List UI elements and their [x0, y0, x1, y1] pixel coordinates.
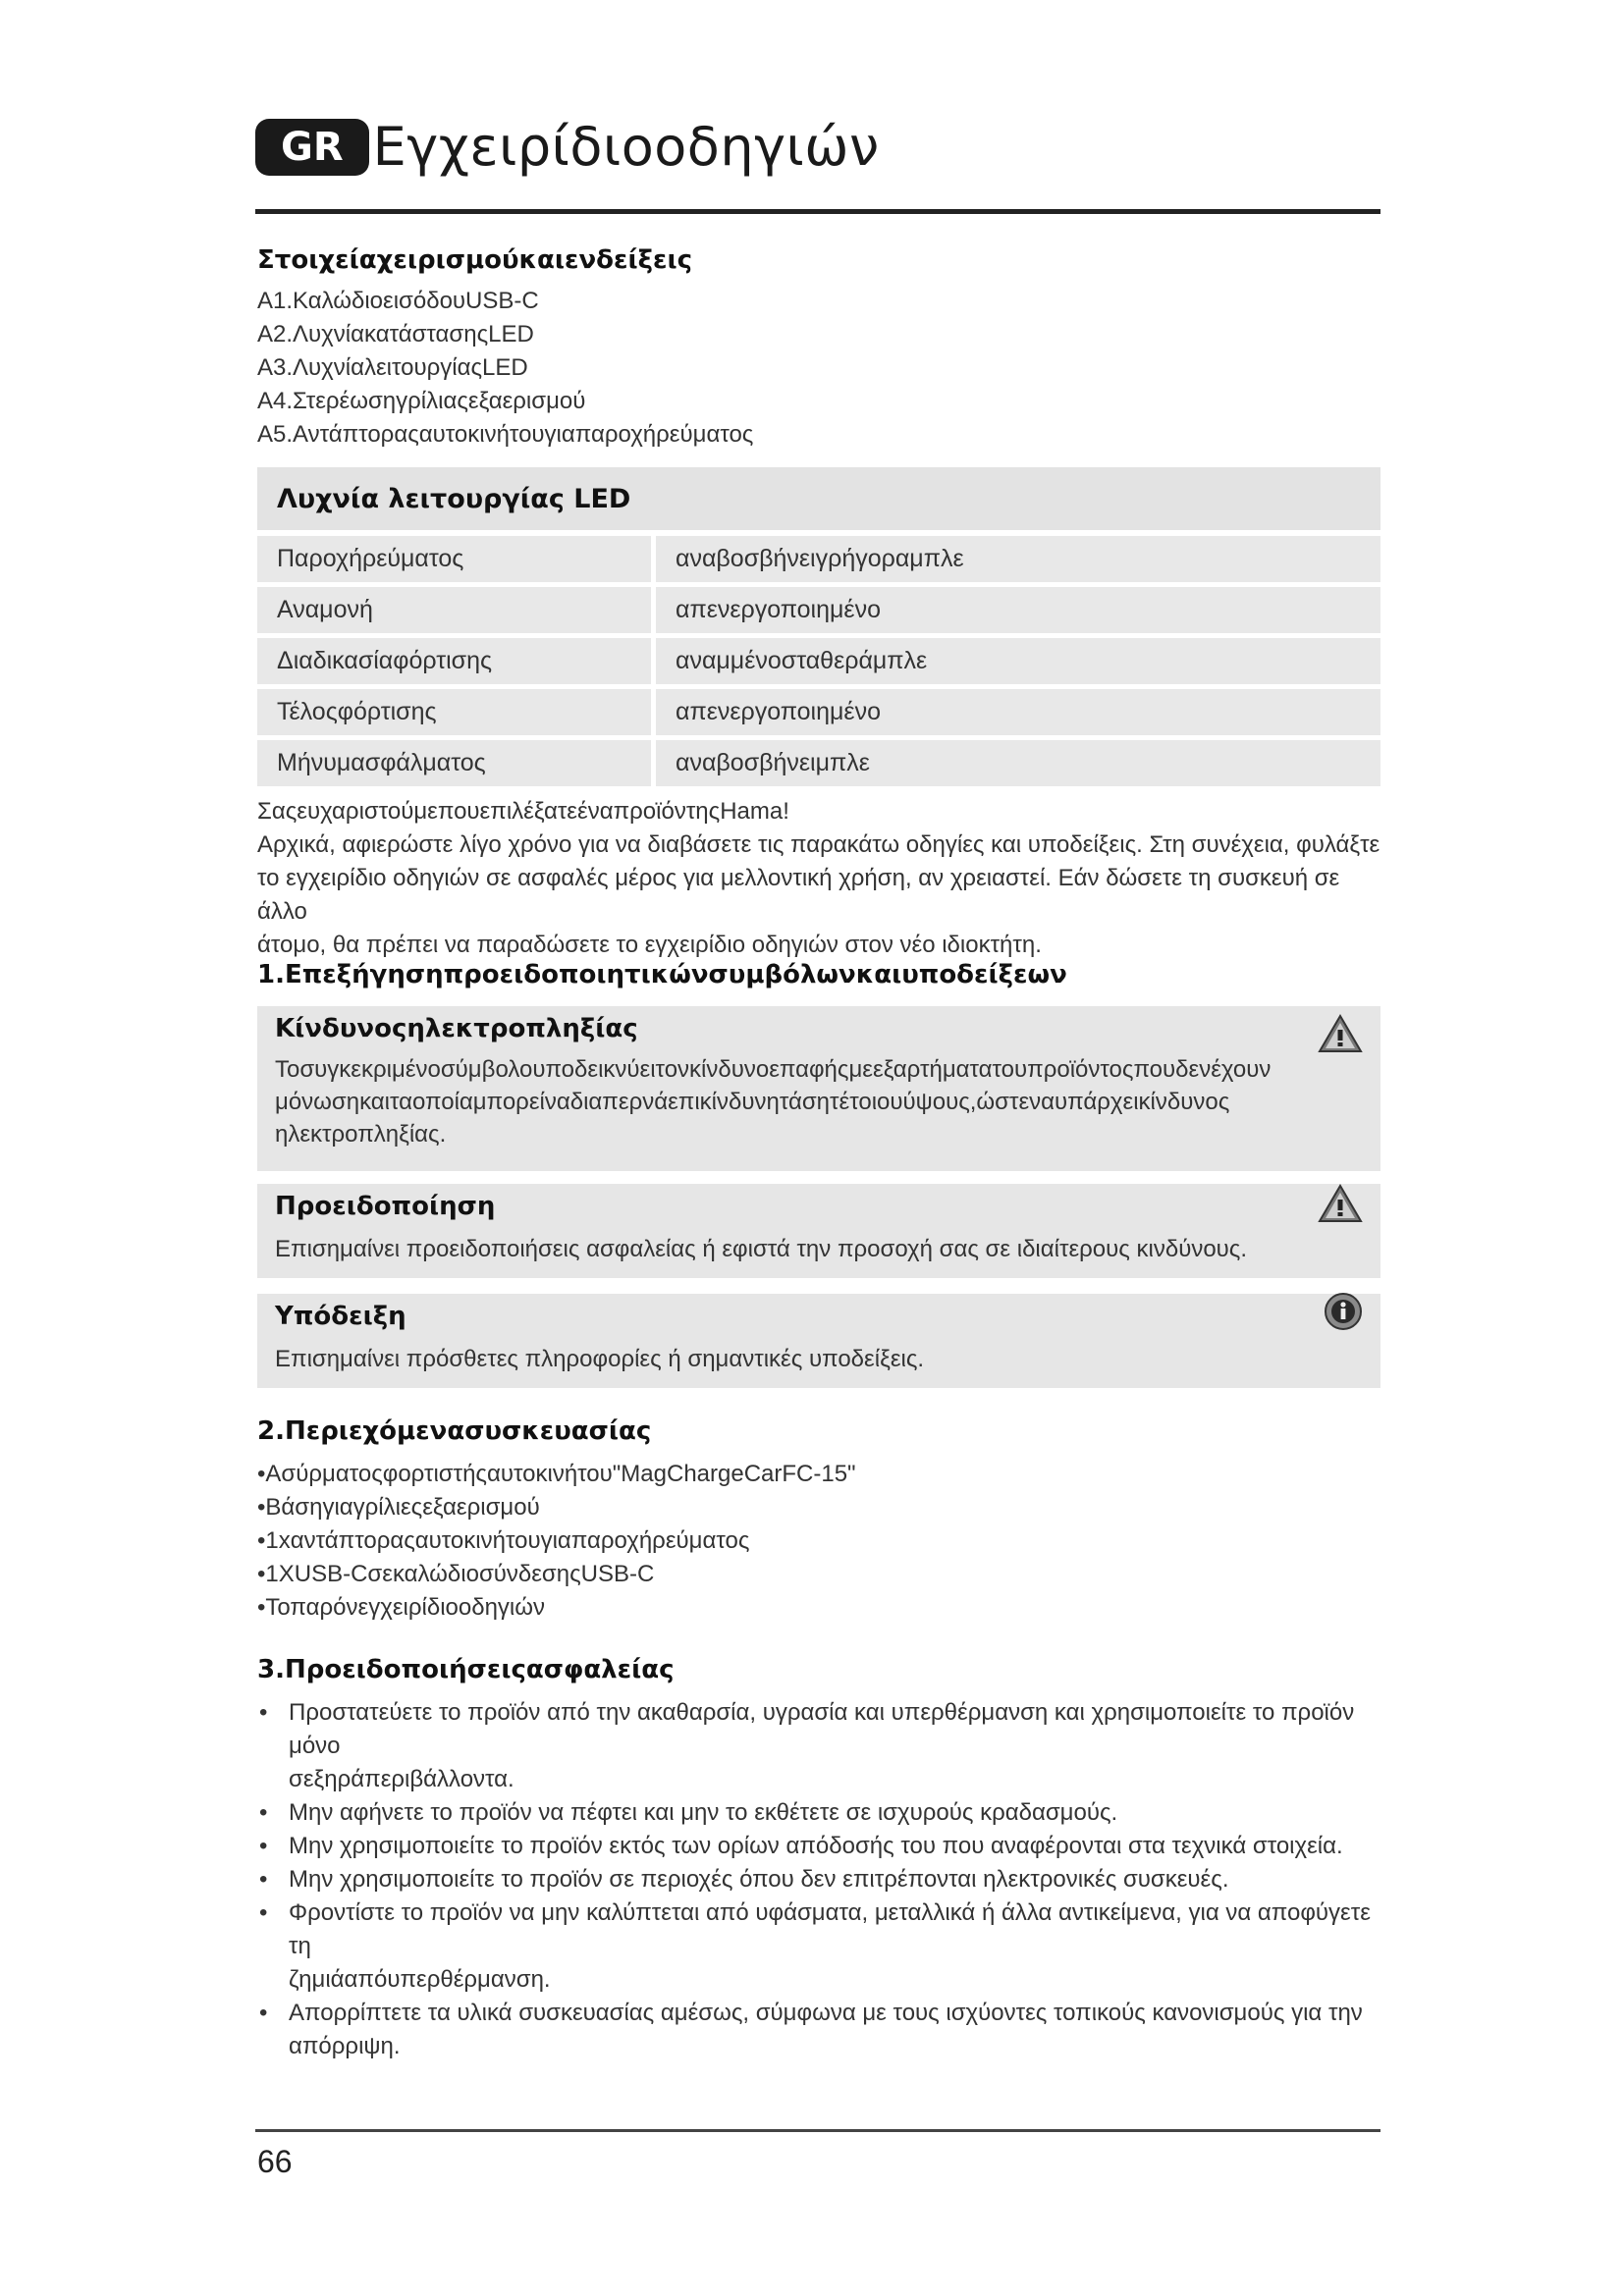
control-item: A3.ΛυχνίαλειτουργίαςLED [257, 354, 528, 381]
list-item-line: • Απορρίπτετε τα υλικά συσκευασίας αμέσως, σύμφωνα με τους ισχύοντες τοπικούς κανονισμούς για την [289, 2000, 1363, 2026]
list-item: •1xαντάπτοραςαυτοκινήτουγιαπαροχήρεύματος [257, 1527, 750, 1554]
list-item-line: • Μην χρησιμοποιείτε το προϊόν εκτός των ορίων απόδοσής του που αναφέρονται στα τεχνικά στοιχεία. [289, 1833, 1343, 1859]
footer-divider [255, 2129, 1380, 2132]
section3-heading: 3.Προειδοποιήσειςασφαλείας [257, 1655, 675, 1684]
header-divider [255, 209, 1380, 214]
list-item [257, 1863, 1380, 1896]
controls-heading: Στοιχείαχειρισμούκαιενδείξεις [257, 245, 692, 275]
list-item [257, 1696, 1380, 1796]
list-item [257, 1830, 1380, 1863]
table-cell-state: Διαδικασίαφόρτισης [257, 638, 651, 684]
section3 [257, 1655, 1380, 2063]
notice-line: ηλεκτροπληξίας. [275, 1121, 447, 1148]
page-number: 66 [257, 2144, 293, 2179]
notice-warning [257, 1184, 1380, 1278]
list-item: •Τοπαρόνεγχειρίδιοοδηγιών [257, 1594, 546, 1621]
list-item-line: σεξηράπεριβάλλοντα. [289, 1766, 514, 1792]
table-cell-state: Μήνυμασφάλματος [257, 740, 651, 786]
table-row [257, 536, 1380, 582]
page-header [255, 116, 880, 178]
intro-line: Αρχικά, αφιερώστε λίγο χρόνο για να διαβάσετε τις παρακάτω οδηγίες και υποδείξεις. Στη συνέχεια, φυλάξτε [257, 831, 1380, 858]
notice-text: Επισημαίνει προειδοποιήσεις ασφαλείας ή εφιστά την προσοχή σας σε ιδιαίτερους κινδύνους. [275, 1236, 1248, 1262]
control-item: A4.Στερέωσηγρίλιαςεξαερισμού [257, 388, 586, 414]
table-cell-status: αναμμένοσταθεράμπλε [656, 638, 1380, 684]
list-item: •Βάσηγιαγρίλιεςεξαερισμού [257, 1494, 540, 1521]
page-title: Εγχειρίδιοοδηγιών [372, 116, 880, 178]
list-item-line: απόρριψη. [289, 2033, 401, 2059]
intro-text [257, 795, 1380, 962]
table-row [257, 587, 1380, 633]
table-row [257, 689, 1380, 735]
section2-heading: 2.Περιεχόμενασυσκευασίας [257, 1416, 652, 1446]
table-cell-status: αναβοσβήνειγρήγοραμπλε [656, 536, 1380, 582]
section1-heading-wrap [257, 960, 1380, 989]
list-item: •Ασύρματοςφορτιστήςαυτοκινήτου"MagChargeCarFC-15" [257, 1461, 856, 1487]
notice-text [275, 1053, 1316, 1150]
intro-line: το εγχειρίδιο οδηγιών σε ασφαλές μέρος για μελλοντική χρήση, αν χρειαστεί. Εάν δώσετε τη συσκευή σε άλλο [257, 865, 1340, 925]
table-cell-state: Τέλοςφόρτισης [257, 689, 651, 735]
package-contents-list [257, 1458, 1380, 1625]
table-row [257, 740, 1380, 786]
table-cell-status: απενεργοποιημένο [656, 587, 1380, 633]
language-badge: GR [255, 119, 369, 176]
list-item-line: • Μην αφήνετε το προϊόν να πέφτει και μην το εκθέτετε σε ισχυρούς κραδασμούς. [289, 1799, 1118, 1826]
safety-list [257, 1696, 1380, 2063]
notice-title: Υπόδειξη [275, 1302, 406, 1331]
list-item: •1XUSB-CσεκαλώδιοσύνδεσηςUSB-C [257, 1561, 655, 1587]
table-row [257, 638, 1380, 684]
notice-title: Προειδοποίηση [275, 1192, 496, 1221]
section2 [257, 1416, 1380, 1625]
led-status-table [257, 467, 1380, 791]
list-item [257, 1896, 1380, 1997]
list-item [257, 1796, 1380, 1830]
list-item-line: • Προστατεύετε το προϊόν από την ακαθαρσία, υγρασία και υπερθέρμανση και χρησιμοποιείτε το προϊόν μόνο [289, 1699, 1355, 1759]
table-cell-status: απενεργοποιημένο [656, 689, 1380, 735]
control-item: A5.Αντάπτοραςαυτοκινήτουγιαπαροχήρεύματος [257, 421, 754, 448]
list-item-line: • Φροντίστε το προϊόν να μην καλύπτεται από υφάσματα, μεταλλικά ή άλλα αντικείμενα, για να αποφύγετε τη [289, 1899, 1371, 1959]
table-cell-status: αναβοσβήνειμπλε [656, 740, 1380, 786]
list-item-line: • Μην χρησιμοποιείτε το προϊόν σε περιοχές όπου δεν επιτρέπονται ηλεκτρονικές συσκευές. [289, 1866, 1229, 1893]
table-title: Λυχνία λειτουργίας LED [257, 467, 1380, 530]
notice-title: Κίνδυνοςηλεκτροπληξίας [275, 1014, 638, 1043]
thanks-line: ΣαςευχαριστούμεπουεπιλέξατεέναπροϊόντηςHama! [257, 798, 789, 825]
intro-line: άτομο, θα πρέπει να παραδώσετε το εγχειρίδιο οδηγιών στον νέο ιδιοκτήτη. [257, 932, 1042, 958]
section1-heading: 1.Επεξήγησηπροειδοποιητικώνσυμβόλωνκαιυποδείξεων [257, 960, 1067, 989]
table-cell-state: Παροχήρεύματος [257, 536, 651, 582]
notice-text: Επισημαίνει πρόσθετες πληροφορίες ή σημαντικές υποδείξεις. [275, 1346, 925, 1372]
notice-line: Τοσυγκεκριμένοσύμβολουποδεικνύειτονκίνδυνοεπαφήςμεεξαρτήματατουπροϊόντοςπουδενέχουν [275, 1056, 1272, 1083]
control-item: A2.ΛυχνίακατάστασηςLED [257, 321, 534, 347]
control-item: A1.ΚαλώδιοεισόδουUSB-C [257, 288, 539, 314]
notice-line: μόνωσηκαιταοποίαμπορείναδιαπερνάεπικίνδυνητάσητέτοιουύψους,ώστεναυπάρχεικίνδυνος [275, 1089, 1230, 1115]
notice-note [257, 1294, 1380, 1388]
table-cell-state: Αναμονή [257, 587, 651, 633]
notice-electric-shock [257, 1006, 1380, 1171]
list-item-line: ζημιάαπόυπερθέρμανση. [289, 1966, 551, 1993]
warning-triangle-icon [1318, 1014, 1363, 1058]
list-item [257, 1997, 1380, 2063]
warning-triangle-icon [1318, 1184, 1363, 1228]
info-circle-icon [1324, 1292, 1363, 1336]
controls-section [257, 245, 1380, 452]
